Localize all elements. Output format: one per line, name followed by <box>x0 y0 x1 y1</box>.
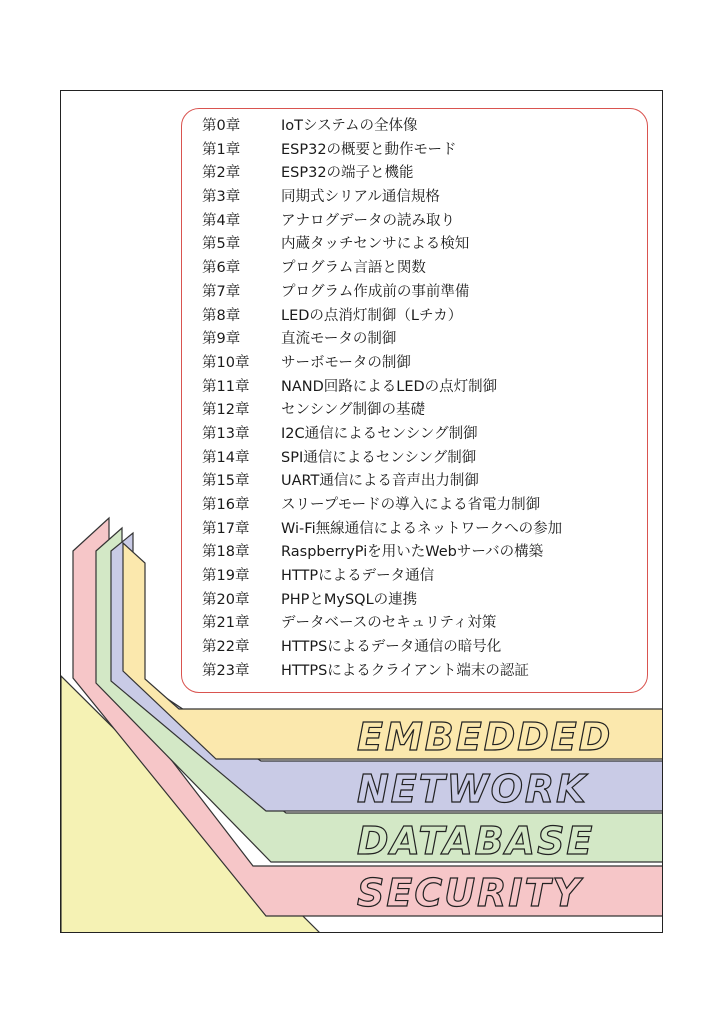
toc-item <box>202 589 562 613</box>
chapter-number: 第22章 <box>202 639 250 656</box>
chapter-title: Wi-Fi無線通信によるネットワークへの参加 <box>281 520 563 537</box>
chapter-number: 第10章 <box>202 354 250 371</box>
chapter-number: 第15章 <box>202 473 250 490</box>
chapter-number: 第18章 <box>202 544 250 561</box>
embedded-label: EMBEDDED <box>357 715 613 759</box>
chapter-number: 第16章 <box>202 497 250 513</box>
chapter-title: 内蔵タッチセンサによる検知 <box>281 236 470 253</box>
chapter-number: 第13章 <box>202 425 250 442</box>
toc-item <box>202 328 562 352</box>
chapter-title: HTTPSによるデータ通信の暗号化 <box>281 639 502 656</box>
toc-page <box>60 90 663 933</box>
chapter-number: 第23章 <box>202 662 250 679</box>
chapter-title: 同期式シリアル通信規格 <box>281 189 440 206</box>
toc-item <box>202 660 562 684</box>
toc-item <box>202 565 562 589</box>
chapter-number: 第8章 <box>202 307 241 324</box>
toc-item <box>202 541 562 565</box>
chapter-number: 第2章 <box>202 165 241 182</box>
chapter-number: 第7章 <box>202 283 241 300</box>
chapter-number: 第12章 <box>202 402 250 419</box>
toc-item <box>202 186 562 210</box>
toc-item <box>202 162 562 186</box>
chapter-title: UART通信による音声出力制御 <box>281 473 479 490</box>
toc-item <box>202 257 562 281</box>
chapter-title: PHPとMySQLの連携 <box>281 591 418 608</box>
chapter-number: 第19章 <box>202 568 250 585</box>
chapter-title: ESP32の概要と動作モード <box>281 141 457 158</box>
toc-item <box>202 494 562 518</box>
security-label: SECURITY <box>357 871 582 915</box>
chapter-title: センシング制御の基礎 <box>281 402 425 419</box>
chapter-number: 第5章 <box>202 236 241 253</box>
chapter-title: SPI通信によるセンシング制御 <box>281 449 477 466</box>
toc-item <box>202 352 562 376</box>
chapter-number: 第14章 <box>202 449 250 466</box>
table-of-contents <box>181 108 648 693</box>
toc-item <box>202 115 562 139</box>
toc-item <box>202 423 562 447</box>
toc-item <box>202 233 562 257</box>
chapter-title: LEDの点消灯制御（Lチカ） <box>281 307 463 324</box>
toc-item <box>202 305 562 329</box>
toc-item <box>202 612 562 636</box>
toc-item <box>202 447 562 471</box>
chapter-title: 直流モータの制御 <box>281 331 397 348</box>
chapter-title: ESP32の端子と機能 <box>281 165 414 182</box>
chapter-title: I2C通信によるセンシング制御 <box>281 425 478 442</box>
chapter-number: 第9章 <box>202 331 241 348</box>
chapter-title: スリープモードの導入による省電力制御 <box>281 497 541 513</box>
toc-item <box>202 210 562 234</box>
chapter-title: NAND回路によるLEDの点灯制御 <box>281 378 498 395</box>
toc-item <box>202 281 562 305</box>
toc-item <box>202 518 562 542</box>
toc-list <box>202 115 562 684</box>
toc-item <box>202 636 562 660</box>
chapter-title: HTTPSによるクライアント端末の認証 <box>281 662 529 679</box>
chapter-title: プログラム作成前の事前準備 <box>281 283 470 300</box>
chapter-number: 第11章 <box>202 378 250 395</box>
chapter-title: データベースのセキュリティ対策 <box>281 615 497 632</box>
chapter-number: 第6章 <box>202 260 241 277</box>
chapter-title: サーボモータの制御 <box>281 354 411 371</box>
database-label: DATABASE <box>357 819 595 863</box>
chapter-title: IoTシステムの全体像 <box>281 118 418 134</box>
chapter-number: 第0章 <box>202 118 241 134</box>
chapter-number: 第21章 <box>202 615 250 632</box>
toc-item <box>202 376 562 400</box>
chapter-number: 第3章 <box>202 189 241 206</box>
network-label: NETWORK <box>357 767 588 811</box>
chapter-title: アナログデータの読み取り <box>281 212 455 229</box>
chapter-number: 第17章 <box>202 520 250 537</box>
chapter-number: 第4章 <box>202 212 241 229</box>
chapter-title: RaspberryPiを用いたWebサーバの構築 <box>281 544 544 561</box>
chapter-number: 第20章 <box>202 591 250 608</box>
toc-item <box>202 399 562 423</box>
chapter-number: 第1章 <box>202 141 241 158</box>
chapter-title: HTTPによるデータ通信 <box>281 568 435 585</box>
toc-item <box>202 470 562 494</box>
toc-item <box>202 139 562 163</box>
chapter-title: プログラム言語と関数 <box>281 260 426 277</box>
